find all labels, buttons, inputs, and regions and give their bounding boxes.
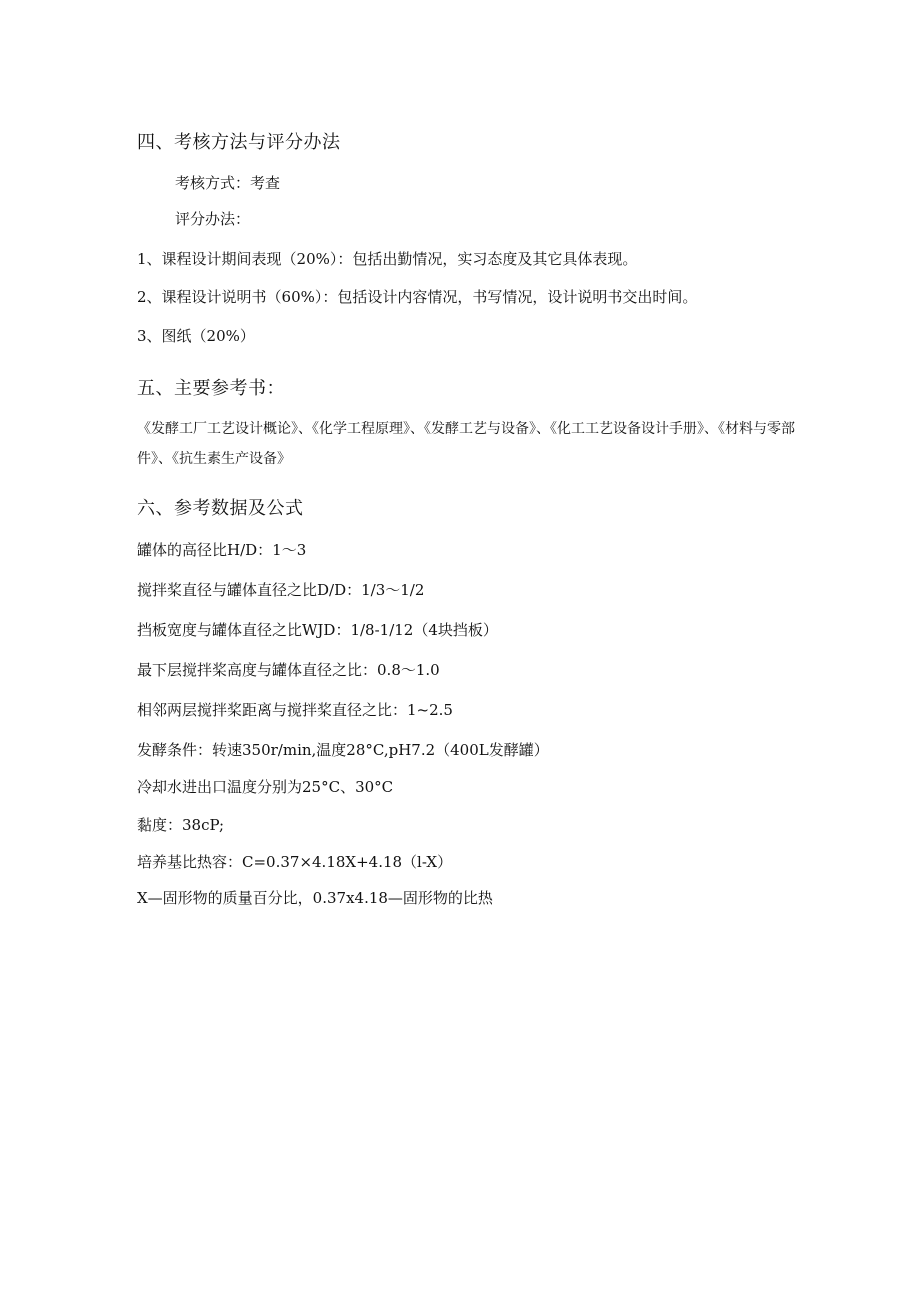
formula-line-4: 最下层搅拌桨高度与罐体直径之比：0.8～1.0 <box>137 661 440 679</box>
formula-line-7: 冷却水进出口温度分别为25°C、30°C <box>137 778 394 796</box>
formula-line-1: 罐体的高径比H/D：1～3 <box>137 541 307 559</box>
formula-line-10: X—固形物的质量百分比，0.37x4.18—固形物的比热 <box>137 889 493 907</box>
section-4-heading: 四、考核方法与评分办法 <box>137 132 341 153</box>
scoring-item-3: 3、图纸（20%） <box>137 327 255 345</box>
formula-line-8: 黏度：38cP; <box>137 816 225 834</box>
scoring-label: 评分办法： <box>175 210 251 228</box>
assessment-method: 考核方式：考查 <box>175 174 281 192</box>
reference-books: 《发酵工厂工艺设计概论》、《化学工程原理》、《发酵工艺与设备》、《化工工艺设备设计手册》、《材料与零部件》、《抗生素生产设备》 <box>137 421 795 467</box>
formula-line-3: 挡板宽度与罐体直径之比WJD：1/8-1/12（4块挡板） <box>137 621 498 639</box>
scoring-item-2: 2、课程设计说明书（60%）：包括设计内容情况，书写情况，设计说明书交出时间。 <box>137 288 698 306</box>
formula-line-6: 发酵条件：转速350r/min,温度28°C,pH7.2（400L发酵罐） <box>137 741 549 759</box>
formula-line-5: 相邻两层搅拌桨距离与搅拌桨直径之比：1~2.5 <box>137 701 453 719</box>
scoring-item-1: 1、课程设计期间表现（20%）：包括出勤情况，实习态度及其它具体表现。 <box>137 250 638 268</box>
formula-line-2: 搅拌桨直径与罐体直径之比D/D：1/3～1/2 <box>137 581 425 599</box>
formula-line-9: 培养基比热容：C=0.37×4.18X+4.18（l-X） <box>137 853 453 871</box>
section-6-heading: 六、参考数据及公式 <box>137 498 304 519</box>
section-5-heading: 五、主要参考书： <box>137 378 285 399</box>
